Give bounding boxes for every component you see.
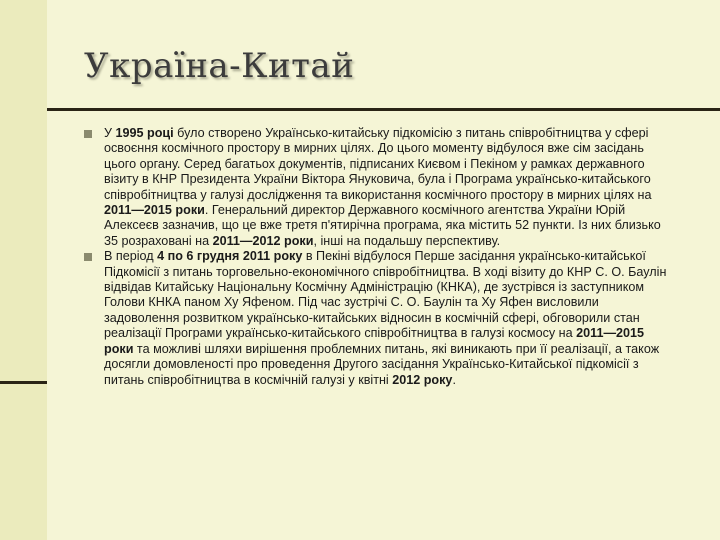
title-divider [47,108,720,111]
text-segment: . Генеральний директор Державного космічного агентства України Юрій Алексеєв зазначив, що це вже третя п'ятирічна програма, яка містить 52 пункти. Із них близько 35 розраховані на [104,203,661,248]
text-segment: , інші на подальшу перспективу. [313,233,501,248]
text-segment-bold: 2012 року [392,372,453,387]
text-segment-bold: 2011—2012 роки [212,233,314,248]
bullet-text [104,249,666,386]
left-accent-band [0,0,47,540]
square-bullet-icon [84,253,92,261]
text-segment: В період [104,249,158,264]
text-segment-bold: 1995 році [115,126,174,140]
text-segment: У [104,126,116,140]
text-segment: в Пекіні відбулося Перше засідання українсько-китайської Підкомісії з питань торговельно-економічного співробітництва. В ході візиту до КНР С. О. Баулін відвідав Китайську Національну Космічну Адміністрацію (КНКА), де зустрівся із заступником Голови КНКА паном Ху Яфеном. Під час зустрічі С. О. Баулін та Ху Яфен висловили задоволення розвитком українсько-китайських відносин в космічній сфері, обговорили стан реалізації Програми українсько-китайського співробітництва в галузі космосу на [104,249,667,341]
text-segment-bold: 2011—2015 роки [104,326,645,356]
slide-title: Україна-Китай [84,46,355,86]
bullet-item [82,249,668,388]
text-segment-bold: 4 по 6 грудня 2011 року [157,249,303,264]
bullet-item [82,126,668,249]
bullet-list [82,126,668,388]
text-segment-bold: 2011—2015 роки [104,203,205,218]
text-segment: та можливі шляхи вирішення проблемних питань, які виникають при її реалізації, а також досягли домовленості про проведення Другого засідання Українсько-Китайської підкомісії з питань співробітництва в космічній галузі у квітні [104,341,660,387]
text-segment: було створено Українсько-китайську підкомісію з питань співробітництва у сфері освоєння космічного простору в мирних цілях. До цього моменту відбулося вже сім засідань цього органу. Серед багатьох документів, підписаних Києвом і Пекіном у рамках державного візиту в КНР Президента України Віктора Януковича, була і Програма українсько-китайського співробітництва у галузі дослідження та використання космічного простору в мирних цілях на [104,126,652,202]
left-band-divider [0,381,47,384]
bullet-text [104,126,661,248]
square-bullet-icon [84,130,92,138]
text-segment: . [452,372,456,387]
